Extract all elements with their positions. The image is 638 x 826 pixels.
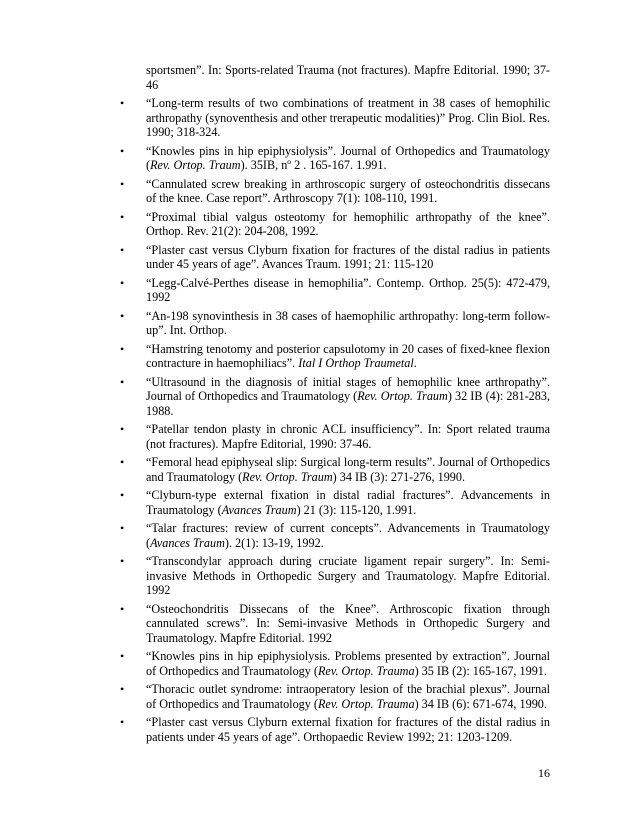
reference-text: “Transcondylar approach during cruciate ligament repair surgery”. In: Semi-invasive Methods in Orthopedic Surgery and Traumatology. Mapfre Editorial. 1992	[146, 554, 550, 597]
reference-text: “Plaster cast versus Clyburn external fixation for fractures of the distal radius in patients under 45 years of age”. Orthopaedic Review 1992; 21: 1203-1209.	[146, 715, 550, 744]
continuation-text: sportsmen”. In: Sports-related Trauma (not fractures). Mapfre Editorial. 1990; 37-46	[146, 63, 550, 92]
reference-item	[120, 715, 550, 744]
reference-citation: ) 34 IB (6): 671-674, 1990.	[414, 696, 547, 711]
reference-text: “Talar fractures: review of current concepts”. Advancements in Traumatology (	[146, 521, 550, 550]
reference-citation: ). 35IB, nº 2 . 165-167. 1.991.	[240, 158, 387, 172]
reference-citation: ) 35 IB (2): 165-167, 1991.	[414, 663, 547, 678]
bullet-icon: •	[120, 308, 125, 323]
reference-text: “Knowles pins in hip epiphysiolysis. Problems presented by extraction”. Journal of Orthopedics and Traumatology (	[146, 649, 550, 678]
reference-citation: ) 32 IB (4): 281-283, 1988.	[146, 389, 550, 418]
reference-text: “Osteochondritis Dissecans of the Knee”. Arthroscopic fixation through cannulated screws”. In: Semi-invasive Methods in Orthopedic Surgery and Traumatology. Mapfre Editorial. 1992	[146, 601, 550, 645]
bullet-icon: •	[120, 715, 125, 729]
references-container	[120, 96, 550, 744]
reference-item	[120, 601, 550, 646]
reference-text: “Femoral head epiphyseal slip: Surgical long-term results”. Journal of Orthopedics and Traumatology (	[146, 455, 550, 484]
journal-abbreviation: Rev. Ortop. Traum	[357, 389, 448, 403]
reference-citation: ) 21 (3): 115-120, 1.991.	[296, 502, 417, 517]
page-number: 16	[538, 766, 550, 780]
reference-item	[120, 209, 550, 239]
reference-list	[120, 63, 550, 748]
journal-abbreviation: Rev. Ortop. Traum	[242, 469, 333, 484]
bullet-icon: •	[120, 209, 125, 224]
bullet-icon: •	[120, 554, 125, 568]
reference-item	[120, 488, 550, 517]
reference-text: “Clyburn-type external fixation in distal radial fractures”. Advancements in Traumatology (	[146, 488, 550, 517]
bullet-icon: •	[120, 488, 125, 502]
reference-item	[120, 374, 550, 419]
bullet-icon: •	[120, 143, 125, 158]
reference-text: “Hamstring tenotomy and posterior capsulotomy in 20 cases of fixed-knee flexion contracture in haemophiliacs”.	[146, 341, 550, 370]
reference-text: “Ultrasound in the diagnosis of initial stages of hemophilic knee arthropathy”. Journal of Orthopedics and Traumatology (	[146, 374, 550, 403]
journal-abbreviation: Rev. Ortop. Traum	[150, 158, 241, 172]
reference-item	[120, 455, 550, 484]
reference-item	[120, 242, 550, 272]
bullet-icon: •	[120, 521, 125, 535]
reference-item	[120, 341, 550, 371]
reference-text: “Thoracic outlet syndrome: intraoperatory lesion of the brachial plexus”. Journal of Orthopedics and Traumatology (	[146, 682, 550, 711]
reference-text: “Long-term results of two combinations of treatment in 38 cases of hemophilic arthropathy (synoventhesis and other trerapeutic modalities)” Prog. Clin Biol. Res. 1990; 318-324.	[146, 96, 550, 139]
journal-abbreviation: Rev. Ortop. Trauma	[317, 663, 415, 678]
bullet-icon: •	[120, 176, 125, 191]
bullet-icon: •	[120, 242, 125, 257]
reference-citation: .	[413, 356, 417, 370]
bullet-icon: •	[120, 341, 125, 356]
reference-text: “Proximal tibial valgus osteotomy for hemophilic arthropathy of the knee”. Orthop. Rev. 21(2): 204-208, 1992.	[146, 209, 550, 238]
reference-text: “An-198 synovinthesis in 38 cases of haemophilic arthropathy: long-term follow-up”. Int. Orthop.	[146, 308, 550, 337]
reference-citation: ). 2(1): 13-19, 1992.	[224, 535, 324, 550]
journal-abbreviation: Avances Traum	[221, 502, 297, 517]
reference-item	[120, 96, 550, 140]
bullet-icon: •	[120, 649, 125, 663]
reference-text: “Patellar tendon plasty in chronic ACL insufficiency”. In: Sport related trauma (not fractures). Mapfre Editorial, 1990: 37-46.	[146, 422, 550, 451]
reference-citation: ) 34 IB (3): 271-276, 1990.	[332, 469, 466, 484]
bullet-icon: •	[120, 275, 125, 290]
journal-abbreviation: Ital I Orthop Traumetal	[298, 356, 414, 370]
reference-text: “Legg-Calvé-Perthes disease in hemophilia”. Contemp. Orthop. 25(5): 472-479, 1992	[146, 275, 550, 304]
bullet-icon: •	[120, 682, 125, 696]
bullet-icon: •	[120, 455, 125, 469]
reference-item	[120, 649, 550, 678]
journal-abbreviation: Rev. Ortop. Trauma	[317, 696, 415, 711]
bullet-icon: •	[120, 96, 125, 110]
reference-item	[120, 422, 550, 451]
reference-item	[120, 521, 550, 550]
reference-text: “Plaster cast versus Clyburn fixation for fractures of the distal radius in patients under 45 years of age”. Avances Traum. 1991; 21: 115-120	[146, 242, 550, 271]
journal-abbreviation: Avances Traum	[150, 535, 225, 550]
bullet-icon: •	[120, 601, 125, 616]
bullet-icon: •	[120, 374, 125, 389]
reference-text: “Cannulated screw breaking in arthroscopic surgery of osteochondritis dissecans of the knee. Case report”. Arthroscopy 7(1): 108-110, 1991.	[146, 176, 550, 205]
reference-item	[120, 143, 550, 173]
reference-item	[120, 275, 550, 305]
reference-item	[120, 554, 550, 598]
reference-text: “Knowles pins in hip epiphysiolysis”. Journal of Orthopedics and Traumatology (	[146, 143, 550, 172]
reference-item	[120, 176, 550, 206]
reference-item	[120, 308, 550, 338]
bullet-icon: •	[120, 422, 125, 436]
reference-item	[120, 682, 550, 711]
